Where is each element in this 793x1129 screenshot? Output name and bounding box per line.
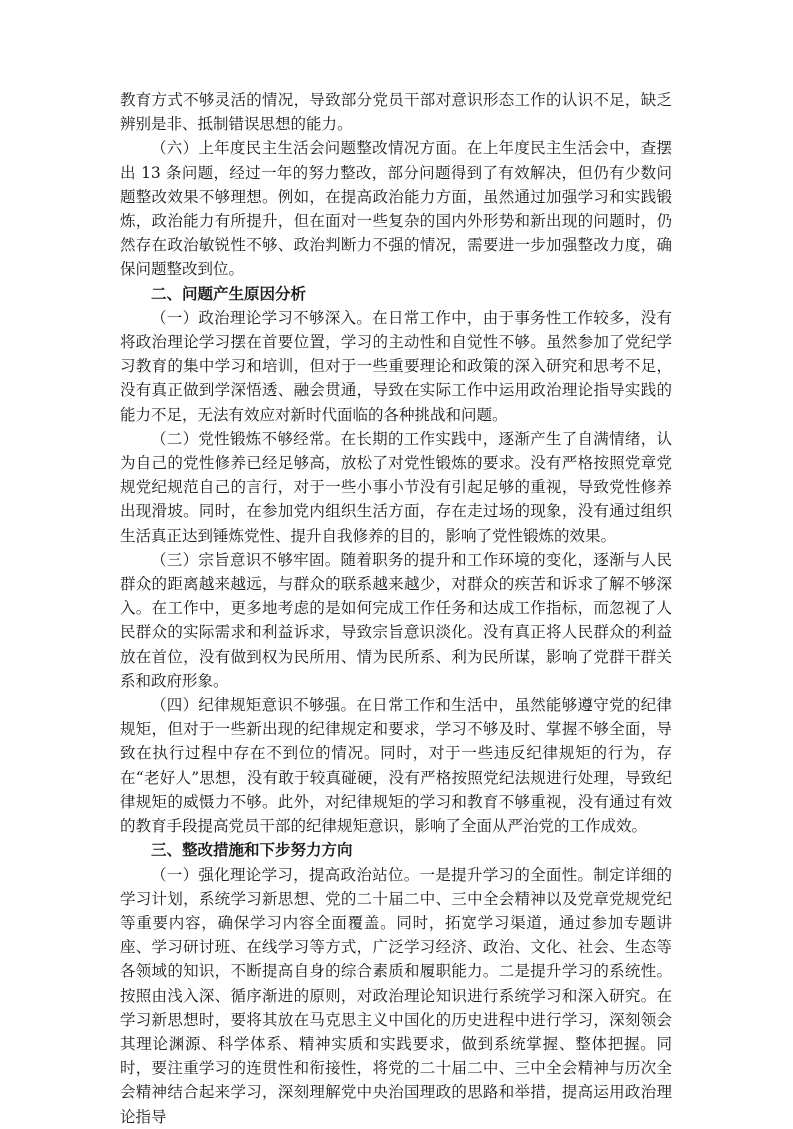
paragraph-measure-1: （一）强化理论学习，提高政治站位。一是提升学习的全面性。制定详细的学习计划，系统学习新思想、党的二十届二中、三中全会精神以及党章党规党纪等重要内容，确保学习内容全面覆盖。同时，拓宽学习渠道，通过参加专题讲座、学习研讨班、在线学习等方式，广泛学习经济、政治、文化、社会、生态等各领域的知识，不断提高自身的综合素质和履职能力。二是提升学习的系统性。按照由浅入深、循序渐进的原则，对政治理论知识进行系统学习和深入研究。在学习新思想时，要将其放在马克思主义中国化的历史进程中进行学习，深刻领会其理论渊源、科学体系、精神实质和实践要求，做到系统掌握、整体把握。同时，要注重学习的连贯性和衔接性，将党的二十届二中、三中全会精神与历次全会精神结合起来学习，深刻理解党中央治国理政的思路和举措，提高运用政治理论指导	[120, 865, 672, 1126]
paragraph-cause-4: （四）纪律规矩意识不够强。在日常工作和生活中，虽然能够遵守党的纪律规矩，但对于一些新出现的纪律规定和要求，学习不够及时、掌握不够全面，导致在执行过程中存在不到位的情况。同时，对于一些违反纪律规矩的行为，存在“老好人”思想，没有敢于较真碰硬，没有严格按照党纪法规进行处理，导致纪律规矩的威慑力不够。此外，对纪律规矩的学习和教育不够重视，没有通过有效的教育手段提高党员干部的纪律规矩意识，影响了全面从严治党的工作成效。	[120, 696, 672, 836]
paragraph-cause-2: （二）党性锻炼不够经常。在长期的工作实践中，逐渐产生了自满情绪，认为自己的党性修养已经足够高，放松了对党性锻炼的要求。没有严格按照党章党规党纪规范自己的言行，对于一些小事小节没有引起足够的重视，导致党性修养出现滑坡。同时，在参加党内组织生活方面，存在走过场的现象，没有通过组织生活真正达到锤炼党性、提升自我修养的目的，影响了党性锻炼的效果。	[120, 429, 672, 545]
paragraph-cause-1: （一）政治理论学习不够深入。在日常工作中，由于事务性工作较多，没有将政治理论学习摆在首要位置，学习的主动性和自觉性不够。虽然参加了党纪学习教育的集中学习和培训，但对于一些重要理论和政策的深入研究和思考不足，没有真正做到学深悟透、融会贯通，导致在实际工作中运用政治理论指导实践的能力不足，无法有效应对新时代面临的各种挑战和问题。	[120, 308, 672, 424]
section-heading-3: 三、整改措施和下步努力方向	[151, 841, 353, 860]
paragraph-cause-3: （三）宗旨意识不够牢固。随着职务的提升和工作环境的变化，逐渐与人民群众的距离越来越远，与群众的联系越来越少，对群众的疾苦和诉求了解不够深入。在工作中，更多地考虑的是如何完成工作任务和达成工作指标，而忽视了人民群众的实际需求和利益诉求，导致宗旨意识淡化。没有真正将人民群众的利益放在首位，没有做到权为民所用、情为民所系、利为民所谋，影响了党群干群关系和政府形象。	[120, 550, 672, 690]
document-page	[120, 88, 672, 1129]
paragraph-item-6: （六）上年度民主生活会问题整改情况方面。在上年度民主生活会中，查摆出 13 条问题，经过一年的努力整改，部分问题得到了有效解决，但仍有少数问题整改效果不够理想。例如，在提高政治能力方面，虽然通过加强学习和实践锻炼，政治能力有所提升，但在面对一些复杂的国内外形势和新出现的问题时，仍然存在政治敏锐性不够、政治判断力不强的情况，需要进一步加强整改力度，确保问题整改到位。	[120, 139, 672, 279]
section-heading-2: 二、问题产生原因分析	[151, 284, 307, 303]
paragraph-continued: 教育方式不够灵活的情况，导致部分党员干部对意识形态工作的认识不足，缺乏辨别是非、抵制错误思想的能力。	[120, 91, 672, 134]
